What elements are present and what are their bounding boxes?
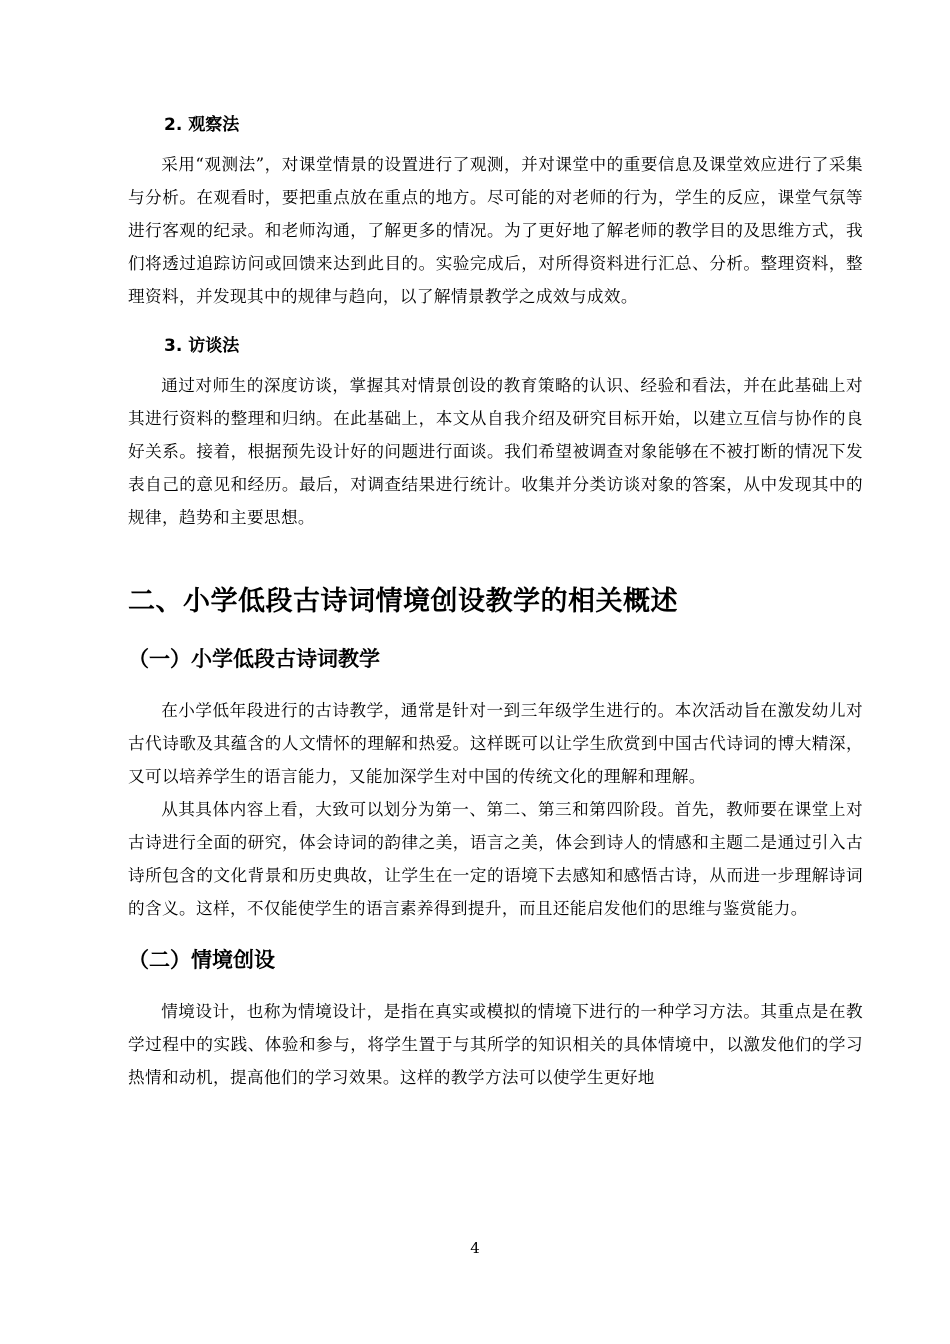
page-content: [128, 110, 863, 1094]
paragraph-poetry-teaching-1: 在小学低年段进行的古诗教学，通常是针对一到三年级学生进行的。本次活动旨在激发幼儿对古代诗歌及其蕴含的人文情怀的理解和热爱。这样既可以让学生欣赏到中国古代诗词的博大精深，又可以培养学生的语言能力，又能加深学生对中国的传统文化的理解和理解。: [128, 701, 863, 786]
paragraph-observation: 采用“观测法”，对课堂情景的设置进行了观测，并对课堂中的重要信息及课堂效应进行了采集与分析。在观看时，要把重点放在重点的地方。尽可能的对老师的行为，学生的反应，课堂气氛等进行客观的纪录。和老师沟通，了解更多的情况。为了更好地了解老师的教学目的及思维方式，我们将透过追踪访问或回馈来达到此目的。实验完成后，对所得资料进行汇总、分析。整理资料，整理资料，并发现其中的规律与趋向，以了解情景教学之成效与成效。: [128, 155, 863, 306]
subsection-heading-situation-creation: （二）情境创设: [128, 948, 275, 972]
subsection-heading-poetry-teaching: （一）小学低段古诗词教学: [128, 647, 380, 671]
page-number: 4: [470, 1239, 480, 1257]
chapter-title: 二、小学低段古诗词情境创设教学的相关概述: [128, 586, 678, 617]
paragraph-poetry-teaching-2: 从其具体内容上看，大致可以划分为第一、第二、第三和第四阶段。首先，教师要在课堂上对古诗进行全面的研究，体会诗词的韵律之美，语言之美，体会到诗人的情感和主题二是通过引入古诗所包含的文化背景和历史典故，让学生在一定的语境下去感知和感悟古诗，从而进一步理解诗词的含义。这样，不仅能使学生的语言素养得到提升，而且还能启发他们的思维与鉴赏能力。: [128, 800, 863, 918]
paragraph-interview: 通过对师生的深度访谈，掌握其对情景创设的教育策略的认识、经验和看法，并在此基础上对其进行资料的整理和归纳。在此基础上，本文从自我介绍及研究目标开始，以建立互信与协作的良好关系。接着，根据预先设计好的问题进行面谈。我们希望被调查对象能够在不被打断的情况下发表自己的意见和经历。最后，对调查结果进行统计。收集并分类访谈对象的答案，从中发现其中的规律，趋势和主要思想。: [128, 376, 863, 527]
section-heading-observation: 2. 观察法: [164, 115, 240, 135]
section-heading-interview: 3. 访谈法: [164, 336, 240, 356]
paragraph-situation-creation-1: 情境设计，也称为情境设计，是指在真实或模拟的情境下进行的一种学习方法。其重点是在教学过程中的实践、体验和参与，将学生置于与其所学的知识相关的具体情境中，以激发他们的学习热情和动机，提高他们的学习效果。这样的教学方法可以使学生更好地: [128, 1002, 863, 1087]
